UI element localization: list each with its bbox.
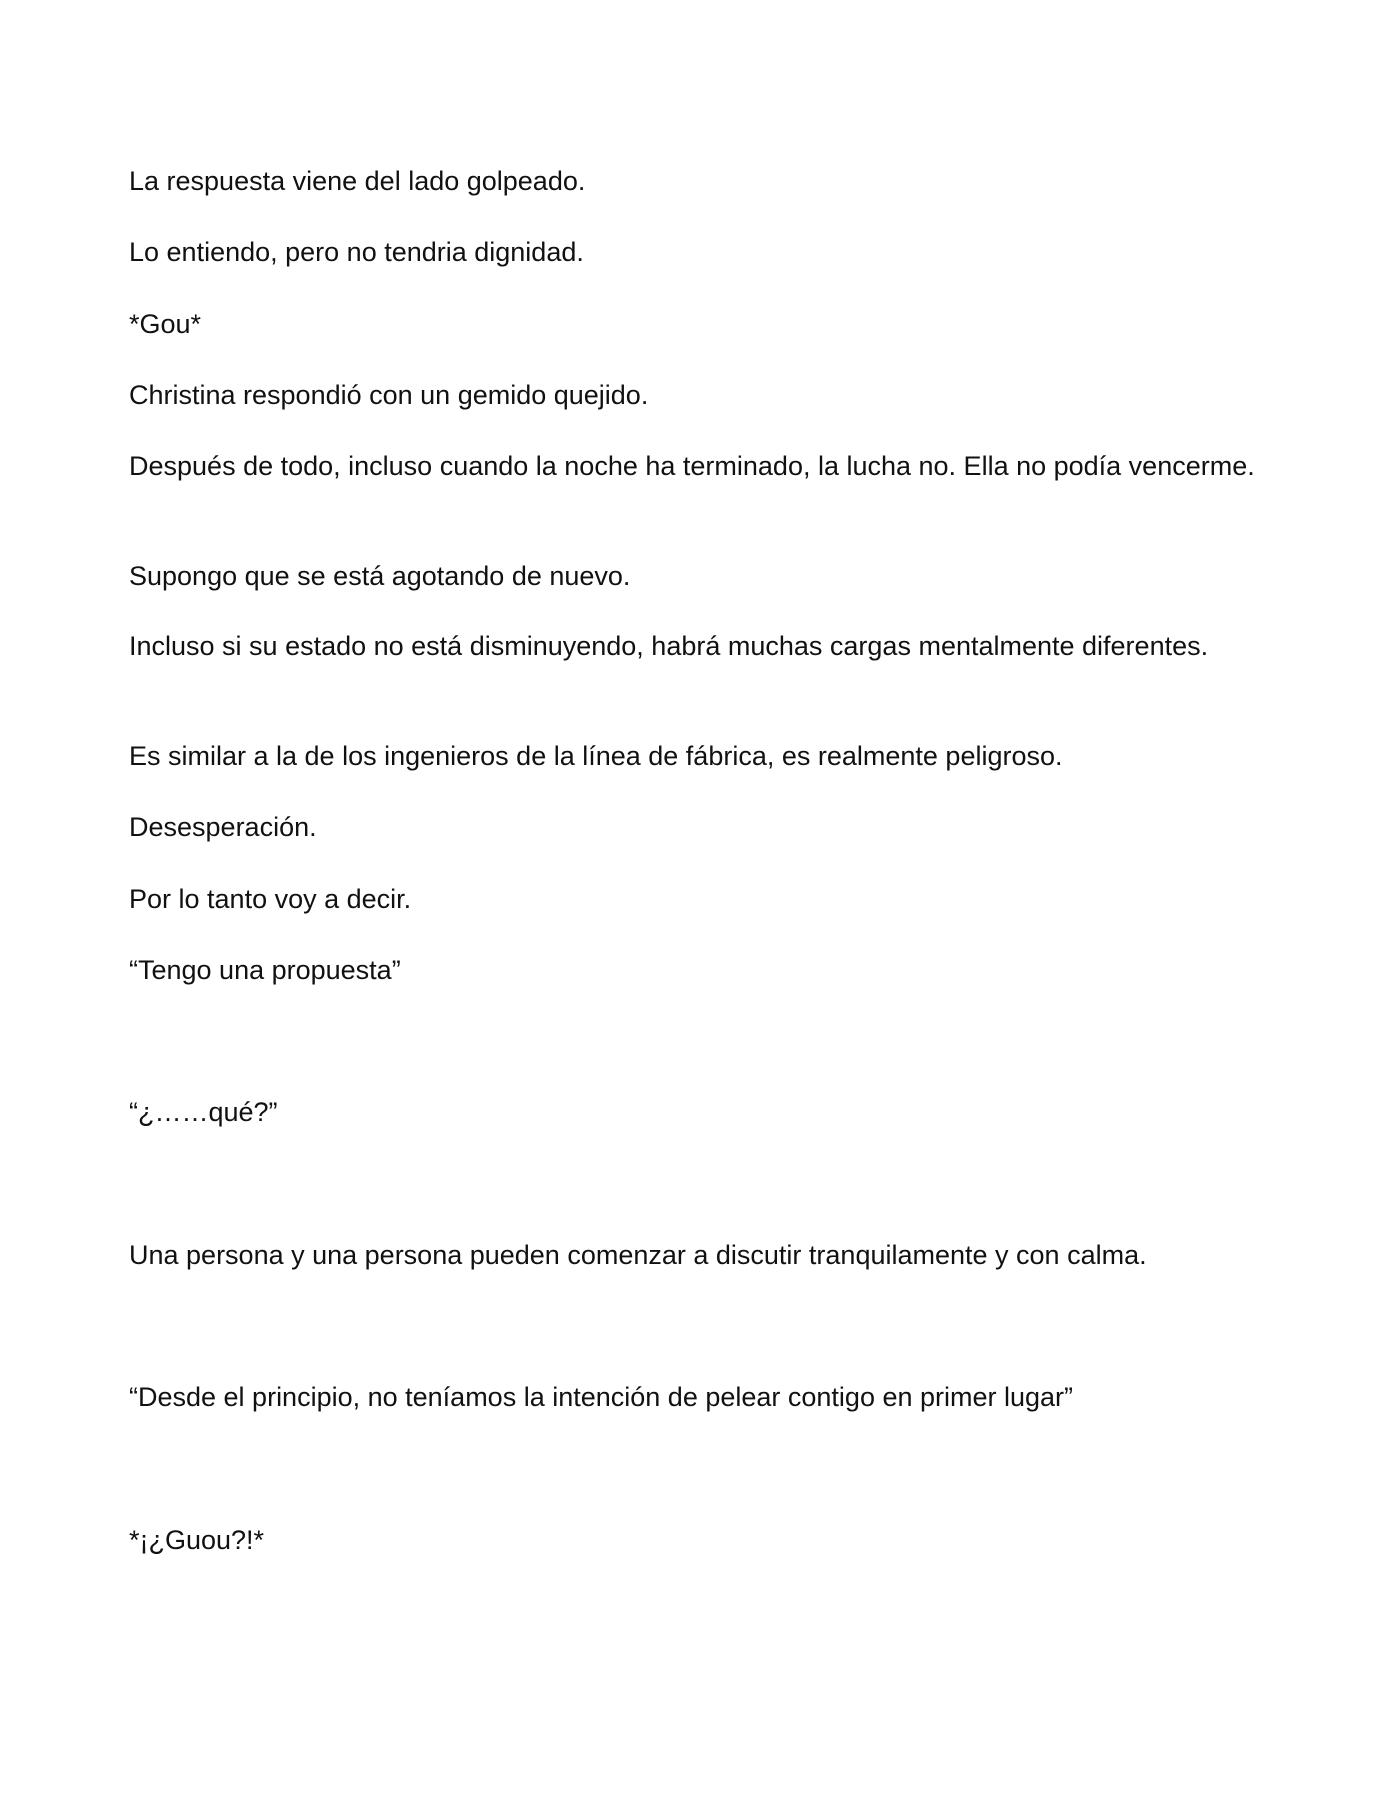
paragraph-15: *¡¿Guou?!* (129, 1525, 265, 1555)
paragraph-11: “Tengo una propuesta” (129, 955, 401, 985)
paragraph-2: Lo entiendo, pero no tendria dignidad. (129, 237, 584, 267)
paragraph-8: Es similar a la de los ingenieros de la línea de fábrica, es realmente peligroso. (129, 741, 1063, 771)
paragraph-3: *Gou* (129, 309, 202, 339)
paragraph-10: Por lo tanto voy a decir. (129, 884, 412, 914)
paragraph-12: “¿……qué?” (129, 1097, 278, 1127)
paragraph-14: “Desde el principio, no teníamos la intención de pelear contigo en primer lugar” (129, 1382, 1074, 1412)
paragraph-5: Después de todo, incluso cuando la noche ha terminado, la lucha no. Ella no podía vencerme. (129, 451, 1255, 481)
paragraph-6: Supongo que se está agotando de nuevo. (129, 561, 631, 591)
paragraph-13: Una persona y una persona pueden comenzar a discutir tranquilamente y con calma. (129, 1240, 1147, 1270)
paragraph-1: La respuesta viene del lado golpeado. (129, 166, 586, 196)
paragraph-9: Desesperación. (129, 812, 317, 842)
paragraph-7: Incluso si su estado no está disminuyendo, habrá muchas cargas mentalmente diferentes. (129, 631, 1209, 661)
paragraph-4: Christina respondió con un gemido quejido. (129, 380, 649, 410)
